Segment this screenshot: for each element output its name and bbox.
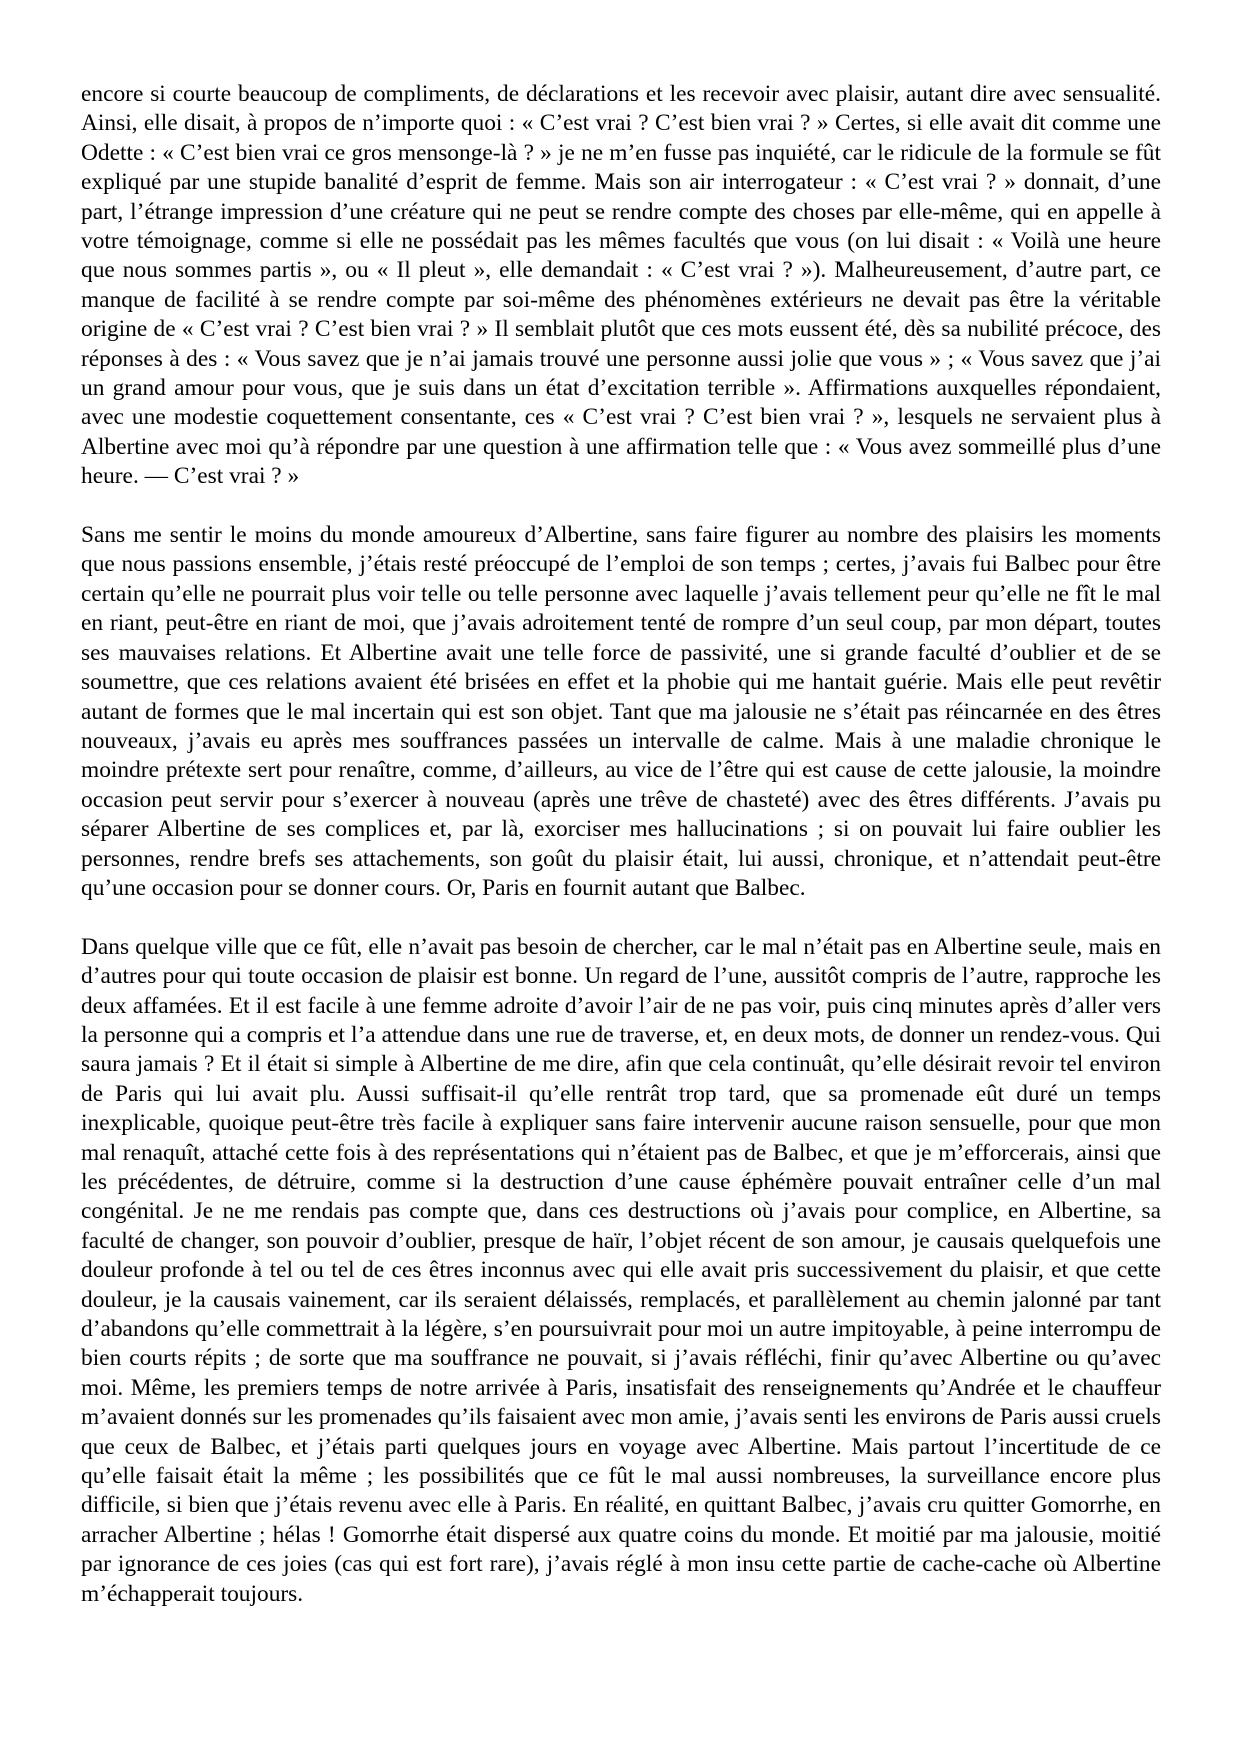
document-page (81, 80, 1161, 1609)
paragraph-3: Dans quelque ville que ce fût, elle n’avait pas besoin de chercher, car le mal n’était pas en Albertine seule, mais en d’autres pour qui toute occasion de plaisir est bonne. Un regard de l’une, aussitôt compris de l’autre, rapproche les deux affamées. Et il est facile à une femme adroite d’avoir l’air de ne pas voir, puis cinq minutes après d’aller vers la personne qui a compris et l’a attendue dans une rue de traverse, et, en deux mots, de donner un rendez-vous. Qui saura jamais ? Et il était si simple à Albertine de me dire, afin que cela continuât, qu’elle désirait revoir tel environ de Paris qui lui avait plu. Aussi suffisait-il qu’elle rentrât trop tard, que sa promenade eût duré un temps inexplicable, quoique peut-être très facile à expliquer sans faire intervenir aucune raison sensuelle, pour que mon mal renaquît, attaché cette fois à des représentations qui n’étaient pas de Balbec, et que je m’efforcerais, ainsi que les précédentes, de détruire, comme si la destruction d’une cause éphémère pouvait entraîner celle d’un mal congénital. Je ne me rendais pas compte que, dans ces destructions où j’avais pour complice, en Albertine, sa faculté de changer, son pouvoir d’oublier, presque de haïr, l’objet récent de son amour, je causais quelquefois une douleur profonde à tel ou tel de ces êtres inconnus avec qui elle avait pris successivement du plaisir, et que cette douleur, je la causais vainement, car ils seraient délaissés, remplacés, et parallèlement au chemin jalonné par tant d’abandons qu’elle commettrait à la légère, s’en poursuivrait pour moi un autre impitoyable, à peine interrompu de bien courts répits ; de sorte que ma souffrance ne pouvait, si j’avais réfléchi, finir qu’avec Albertine ou qu’avec moi. Même, les premiers temps de notre arrivée à Paris, insatisfait des renseignements qu’Andrée et le chauffeur m’avaient donnés sur les promenades qu’ils faisaient avec mon amie, j’avais senti les environs de Paris aussi cruels que ceux de Balbec, et j’étais parti quelques jours en voyage avec Albertine. Mais partout l’incertitude de ce qu’elle faisait était la même ; les possibilités que ce fût le mal aussi nombreuses, la surveillance encore plus difficile, si bien que j’étais revenu avec elle à Paris. En réalité, en quittant Balbec, j’avais cru quitter Gomorrhe, en arracher Albertine ; hélas ! Gomorrhe était dispersé aux quatre coins du monde. Et moitié par ma jalousie, moitié par ignorance de ces joies (cas qui est fort rare), j’avais réglé à mon insu cette partie de cache-cache où Albertine m’échapperait toujours. (81, 933, 1161, 1607)
paragraph-2: Sans me sentir le moins du monde amoureux d’Albertine, sans faire figurer au nombre des plaisirs les moments que nous passions ensemble, j’étais resté préoccupé de l’emploi de son temps ; certes, j’avais fui Balbec pour être certain qu’elle ne pourrait plus voir telle ou telle personne avec laquelle j’avais tellement peur qu’elle ne fît le mal en riant, peut-être en riant de moi, que j’avais adroitement tenté de rompre d’un seul coup, par mon départ, toutes ses mauvaises relations. Et Albertine avait une telle force de passivité, une si grande faculté d’oublier et de se soumettre, que ces relations avaient été brisées en effet et la phobie qui me hantait guérie. Mais elle peut revêtir autant de formes que le mal incertain qui est son objet. Tant que ma jalousie ne s’était pas réincarnée en des êtres nouveaux, j’avais eu après mes souffrances passées un intervalle de calme. Mais à une maladie chronique le moindre prétexte sert pour renaître, comme, d’ailleurs, au vice de l’être qui est cause de cette jalousie, la moindre occasion peut servir pour s’exercer à nouveau (après une trêve de chasteté) avec des êtres différents. J’avais pu séparer Albertine de ses complices et, par là, exorciser mes hallucinations ; si on pouvait lui faire oublier les personnes, rendre brefs ses attachements, son goût du plaisir était, lui aussi, chronique, et n’attendait peut-être qu’une occasion pour se donner cours. Or, Paris en fournit autant que Balbec. (81, 522, 1161, 901)
paragraph-1: encore si courte beaucoup de compliments, de déclarations et les recevoir avec plaisir, autant dire avec sensualité. Ainsi, elle disait, à propos de n’importe quoi : « C’est vrai ? C’est bien vrai ? » Certes, si elle avait dit comme une Odette : « C’est bien vrai ce gros mensonge-là ? » je ne m’en fusse pas inquiété, car le ridicule de la formule se fût expliqué par une stupide banalité d’esprit de femme. Mais son air interrogateur : « C’est vrai ? » donnait, d’une part, l’étrange impression d’une créature qui ne peut se rendre compte des choses par elle-même, qui en appelle à votre témoignage, comme si elle ne possédait pas les mêmes facultés que vous (on lui disait : « Voilà une heure que nous sommes partis », ou « Il pleut », elle demandait : « C’est vrai ? »). Malheureusement, d’autre part, ce manque de facilité à se rendre compte par soi-même des phénomènes extérieurs ne devait pas être la véritable origine de « C’est vrai ? C’est bien vrai ? » Il semblait plutôt que ces mots eussent été, dès sa nubilité précoce, des réponses à des : « Vous savez que je n’ai jamais trouvé une personne aussi jolie que vous » ; « Vous savez que j’ai un grand amour pour vous, que je suis dans un état d’excitation terrible ». Affirmations auxquelles répondaient, avec une modestie coquettement consentante, ces « C’est vrai ? C’est bien vrai ? », lesquels ne servaient plus à Albertine avec moi qu’à répondre par une question à une affirmation telle que : « Vous avez sommeillé plus d’une heure. — C’est vrai ? » (81, 81, 1161, 490)
